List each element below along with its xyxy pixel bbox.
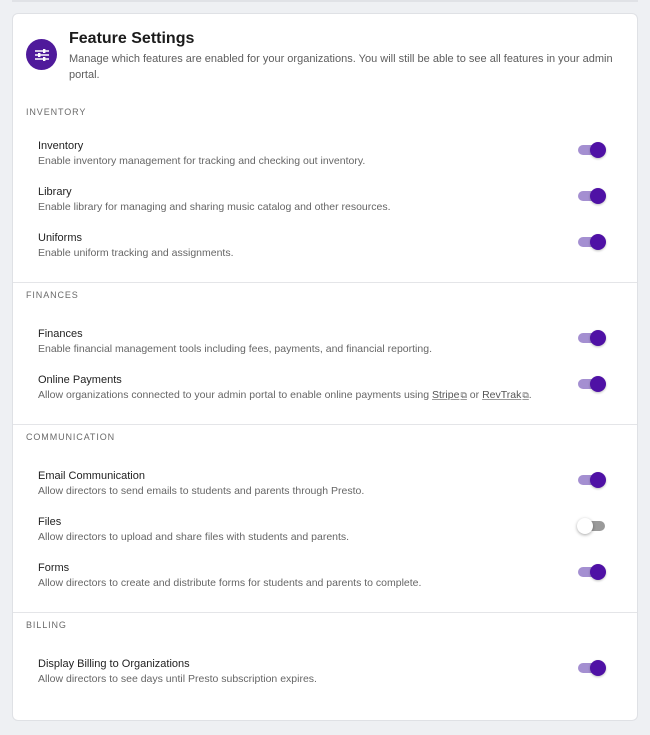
setting-description: Allow directors to upload and share files with students and parents. — [38, 531, 350, 543]
setting-description: Enable library for managing and sharing music catalog and other resources. — [38, 201, 391, 213]
setting-description — [38, 389, 532, 401]
setting-description: Allow directors to send emails to students and parents through Presto. — [38, 485, 365, 497]
description-text: . — [528, 389, 532, 401]
section-inventory — [13, 100, 637, 282]
setting-row-uniforms — [13, 232, 637, 276]
library-toggle[interactable] — [577, 187, 607, 205]
setting-label: Email Communication — [38, 470, 145, 482]
inventory-toggle[interactable] — [577, 141, 607, 159]
setting-label: Uniforms — [38, 232, 83, 244]
setting-label: Files — [38, 516, 62, 528]
section-title: COMMUNICATION — [26, 432, 116, 442]
online-payments-toggle[interactable] — [577, 375, 607, 393]
setting-description: Enable financial management tools including fees, payments, and financial reporting. — [38, 343, 432, 355]
section-title: INVENTORY — [26, 107, 87, 117]
setting-description: Allow directors to see days until Presto subscription expires. — [38, 673, 317, 685]
description-text: Allow organizations connected to your admin portal to enable online payments using — [38, 389, 430, 401]
section-finances — [13, 282, 637, 424]
forms-toggle[interactable] — [577, 563, 607, 581]
setting-description: Allow directors to create and distribute forms for students and parents to complete. — [38, 577, 422, 589]
setting-row-forms — [13, 562, 637, 606]
revtrak-link[interactable]: RevTrak⧉ — [482, 389, 529, 401]
page-description: Manage which features are enabled for your organizations. You will still be able to see all features in your admin portal. — [69, 53, 613, 81]
external-link-icon: ⧉ — [522, 390, 529, 400]
setting-label: Forms — [38, 562, 70, 574]
setting-label: Online Payments — [38, 374, 122, 386]
section-communication — [13, 424, 637, 612]
files-toggle[interactable] — [577, 517, 607, 535]
setting-row-email-communication — [13, 470, 637, 514]
sliders-icon — [26, 39, 57, 70]
section-title: FINANCES — [26, 290, 79, 300]
setting-row-inventory — [13, 140, 637, 184]
setting-row-online-payments — [13, 374, 637, 418]
uniforms-toggle[interactable] — [577, 233, 607, 251]
external-link-icon: ⧉ — [460, 390, 467, 400]
description-text: or — [469, 389, 480, 401]
email-communication-toggle[interactable] — [577, 471, 607, 489]
top-divider — [12, 0, 638, 2]
display-billing-toggle[interactable] — [577, 659, 607, 677]
setting-label: Library — [38, 186, 72, 198]
setting-label: Finances — [38, 328, 83, 340]
setting-description: Enable inventory management for tracking and checking out inventory. — [38, 155, 366, 167]
stripe-link[interactable]: Stripe⧉ — [432, 389, 467, 401]
setting-row-library — [13, 186, 637, 230]
setting-row-finances — [13, 328, 637, 372]
finances-toggle[interactable] — [577, 329, 607, 347]
setting-row-files — [13, 516, 637, 560]
card-header — [13, 14, 637, 100]
section-title: BILLING — [26, 620, 67, 630]
page-title: Feature Settings — [69, 30, 195, 47]
feature-settings-card — [12, 13, 638, 721]
setting-label: Inventory — [38, 140, 84, 152]
section-billing — [13, 612, 637, 721]
setting-label: Display Billing to Organizations — [38, 658, 190, 670]
setting-description: Enable uniform tracking and assignments. — [38, 247, 234, 259]
setting-row-display-billing — [13, 658, 637, 702]
